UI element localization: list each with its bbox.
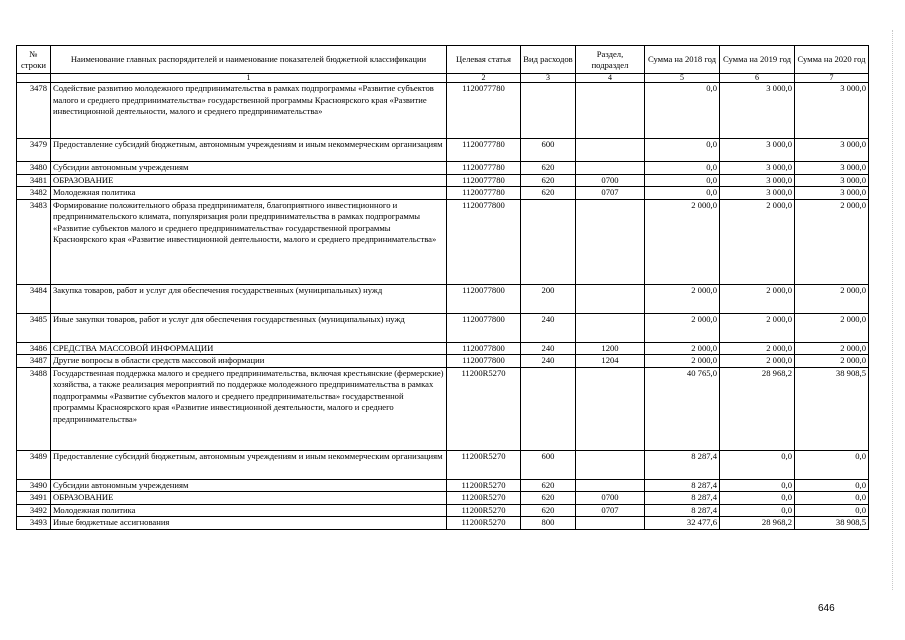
header-expense-type: Вид расходов [521,46,576,74]
table-row [17,342,869,355]
row-name: СРЕДСТВА МАССОВОЙ ИНФОРМАЦИИ [51,342,447,355]
row-sum-2020: 3 000,0 [795,139,869,162]
row-sum-2019: 0,0 [720,450,795,479]
budget-table-container [16,45,868,530]
table-row [17,504,869,517]
row-name: ОБРАЗОВАНИЕ [51,492,447,505]
row-number: 3484 [17,284,51,313]
row-expense-type: 800 [521,517,576,530]
row-target-article: 11200R5270 [447,479,521,492]
row-sum-2020: 2 000,0 [795,355,869,368]
row-name: Закупка товаров, работ и услуг для обеспечения государственных (муниципальных) нужд [51,284,447,313]
header-sum-2020: Сумма на 2020 год [795,46,869,74]
row-target-article: 1120077780 [447,139,521,162]
row-expense-type: 240 [521,313,576,342]
row-sum-2019: 28 968,2 [720,517,795,530]
row-section: 1200 [576,342,645,355]
row-name: Формирование положительного образа предпринимателя, благоприятного инвестиционного и предпринимательского климата, популяризация роли предпринимательства в рамках подпрограммы «Развитие субъектов малого и среднего предпринимательства» государственной программы Красноярского края «Развитие инвестиционной деятельности, малого и среднего предпринимательства» [51,199,447,284]
table-row [17,450,869,479]
table-row [17,355,869,368]
row-sum-2020: 2 000,0 [795,342,869,355]
row-sum-2019: 2 000,0 [720,355,795,368]
row-sum-2020: 3 000,0 [795,187,869,200]
row-section: 0700 [576,174,645,187]
row-name: Иные закупки товаров, работ и услуг для обеспечения государственных (муниципальных) нужд [51,313,447,342]
row-sum-2019: 3 000,0 [720,174,795,187]
row-expense-type: 600 [521,450,576,479]
row-sum-2020: 0,0 [795,450,869,479]
row-sum-2018: 8 287,4 [645,504,720,517]
row-name: Предоставление субсидий бюджетным, автономным учреждениям и иным некоммерческим организациям [51,450,447,479]
row-target-article: 1120077800 [447,313,521,342]
row-sum-2018: 0,0 [645,174,720,187]
row-expense-type: 620 [521,492,576,505]
row-expense-type: 620 [521,174,576,187]
row-expense-type: 620 [521,187,576,200]
table-row [17,492,869,505]
page-edge-marks [892,30,893,590]
column-number: 7 [795,74,869,83]
table-row [17,517,869,530]
row-sum-2020: 0,0 [795,479,869,492]
row-sum-2020: 3 000,0 [795,162,869,175]
row-sum-2019: 2 000,0 [720,284,795,313]
table-row [17,162,869,175]
row-sum-2019: 3 000,0 [720,187,795,200]
column-number: 2 [447,74,521,83]
row-expense-type: 620 [521,504,576,517]
row-sum-2018: 2 000,0 [645,355,720,368]
table-row [17,139,869,162]
row-sum-2019: 3 000,0 [720,139,795,162]
row-name: Предоставление субсидий бюджетным, автономным учреждениям и иным некоммерческим организациям [51,139,447,162]
row-sum-2020: 2 000,0 [795,284,869,313]
row-number: 3492 [17,504,51,517]
row-target-article: 11200R5270 [447,492,521,505]
row-expense-type: 600 [521,139,576,162]
row-sum-2020: 38 908,5 [795,517,869,530]
row-section [576,313,645,342]
table-row [17,367,869,450]
row-number: 3481 [17,174,51,187]
row-sum-2018: 0,0 [645,187,720,200]
table-row [17,174,869,187]
row-target-article: 11200R5270 [447,367,521,450]
header-row-number: № строки [17,46,51,74]
table-row [17,187,869,200]
row-target-article: 1120077780 [447,83,521,139]
row-target-article: 1120077780 [447,174,521,187]
row-sum-2019: 28 968,2 [720,367,795,450]
row-number: 3490 [17,479,51,492]
row-number: 3488 [17,367,51,450]
row-number: 3493 [17,517,51,530]
row-sum-2018: 2 000,0 [645,342,720,355]
header-sum-2019: Сумма на 2019 год [720,46,795,74]
row-expense-type: 200 [521,284,576,313]
row-expense-type [521,199,576,284]
row-sum-2019: 3 000,0 [720,83,795,139]
row-name: Молодежная политика [51,187,447,200]
row-sum-2018: 8 287,4 [645,492,720,505]
row-expense-type: 240 [521,342,576,355]
row-number: 3479 [17,139,51,162]
row-section [576,479,645,492]
row-section [576,284,645,313]
row-sum-2020: 3 000,0 [795,174,869,187]
row-target-article: 11200R5270 [447,504,521,517]
row-sum-2018: 40 765,0 [645,367,720,450]
column-number [17,74,51,83]
row-sum-2019: 2 000,0 [720,313,795,342]
row-section [576,450,645,479]
row-section [576,367,645,450]
row-sum-2020: 0,0 [795,504,869,517]
row-target-article: 1120077780 [447,162,521,175]
header-name: Наименование главных распорядителей и наименование показателей бюджетной классификации [51,46,447,74]
table-header-row [17,46,869,74]
row-expense-type: 240 [521,355,576,368]
row-name: ОБРАЗОВАНИЕ [51,174,447,187]
row-number: 3485 [17,313,51,342]
row-number: 3487 [17,355,51,368]
column-number: 1 [51,74,447,83]
row-target-article: 1120077780 [447,187,521,200]
row-section [576,83,645,139]
row-sum-2018: 0,0 [645,162,720,175]
row-sum-2019: 0,0 [720,504,795,517]
row-target-article: 1120077800 [447,355,521,368]
row-target-article: 11200R5270 [447,450,521,479]
row-section [576,139,645,162]
row-name: Субсидии автономным учреждениям [51,479,447,492]
row-sum-2019: 0,0 [720,492,795,505]
row-name: Молодежная политика [51,504,447,517]
table-body [17,83,869,530]
row-expense-type [521,83,576,139]
row-sum-2018: 8 287,4 [645,479,720,492]
row-number: 3483 [17,199,51,284]
row-sum-2020: 0,0 [795,492,869,505]
row-name: Субсидии автономным учреждениям [51,162,447,175]
row-expense-type [521,367,576,450]
row-sum-2018: 2 000,0 [645,284,720,313]
column-number: 5 [645,74,720,83]
row-sum-2018: 32 477,6 [645,517,720,530]
row-sum-2019: 3 000,0 [720,162,795,175]
table-row [17,284,869,313]
page-number: 646 [818,603,835,614]
row-sum-2018: 0,0 [645,83,720,139]
row-section [576,517,645,530]
row-sum-2019: 2 000,0 [720,342,795,355]
row-expense-type: 620 [521,479,576,492]
header-sum-2018: Сумма на 2018 год [645,46,720,74]
row-target-article: 1120077800 [447,199,521,284]
row-sum-2020: 2 000,0 [795,199,869,284]
row-sum-2018: 2 000,0 [645,199,720,284]
row-sum-2019: 2 000,0 [720,199,795,284]
budget-table [16,45,869,530]
row-sum-2020: 38 908,5 [795,367,869,450]
table-row [17,199,869,284]
row-section: 0707 [576,187,645,200]
row-sum-2018: 0,0 [645,139,720,162]
row-name: Государственная поддержка малого и среднего предпринимательства, включая крестьянские (фермерские) хозяйства, а также реализация мероприятий по поддержке молодежного предпринимательства в рамках подпрограммы «Развитие субъектов малого и среднего предпринимательства» государственной программы Красноярского края «Развитие инвестиционной деятельности, малого и среднего предпринимательства» [51,367,447,450]
row-name: Другие вопросы в области средств массовой информации [51,355,447,368]
header-target-article: Целевая статья [447,46,521,74]
row-number: 3480 [17,162,51,175]
row-number: 3486 [17,342,51,355]
row-number: 3491 [17,492,51,505]
column-number: 6 [720,74,795,83]
row-section: 0700 [576,492,645,505]
column-number-row [17,74,869,83]
row-target-article: 1120077800 [447,284,521,313]
row-section [576,199,645,284]
row-number: 3482 [17,187,51,200]
row-sum-2020: 2 000,0 [795,313,869,342]
table-row [17,313,869,342]
row-number: 3478 [17,83,51,139]
row-sum-2020: 3 000,0 [795,83,869,139]
table-row [17,83,869,139]
table-row [17,479,869,492]
row-target-article: 11200R5270 [447,517,521,530]
row-section: 1204 [576,355,645,368]
column-number: 4 [576,74,645,83]
row-name: Содействие развитию молодежного предпринимательства в рамках подпрограммы «Развитие субъектов малого и среднего предпринимательства» государственной программы Красноярского края «Развитие инвестиционной деятельности, малого и среднего предпринимательства» [51,83,447,139]
row-target-article: 1120077800 [447,342,521,355]
row-number: 3489 [17,450,51,479]
row-section: 0707 [576,504,645,517]
row-sum-2019: 0,0 [720,479,795,492]
row-expense-type: 620 [521,162,576,175]
row-name: Иные бюджетные ассигнования [51,517,447,530]
column-number: 3 [521,74,576,83]
row-sum-2018: 8 287,4 [645,450,720,479]
row-section [576,162,645,175]
row-sum-2018: 2 000,0 [645,313,720,342]
header-section: Раздел, подраздел [576,46,645,74]
